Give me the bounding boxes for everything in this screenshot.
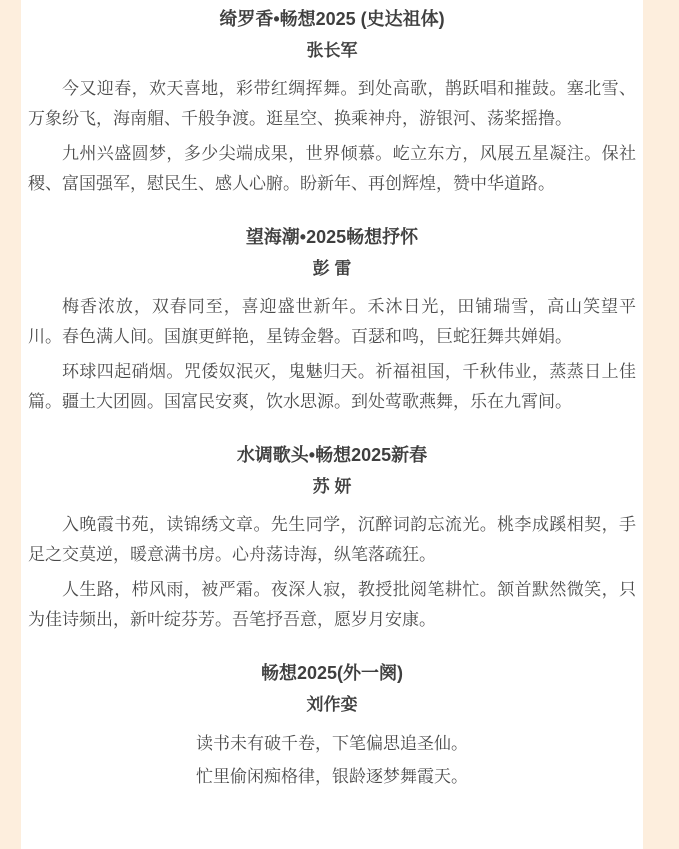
poem-paragraph: 环球四起硝烟。咒倭奴泯灭，鬼魅归天。祈福祖国，千秋伟业，蒸蒸日上佳篇。疆土大团圆。国富民安爽，饮水思源。到处莺歌燕舞，乐在九霄间。 xyxy=(28,362,636,411)
poem-section xyxy=(28,444,636,635)
poem-line: 忙里偷闲痴格律，银龄逐梦舞霞天。 xyxy=(196,767,468,786)
poem-paragraph: 今又迎春，欢天喜地，彩带红绸挥舞。到处高歌，鹊跃唱和摧鼓。塞北雪、万象纷飞，海南艒、千般争渡。逛星空、换乘神舟，游银河、荡桨摇撸。 xyxy=(28,79,636,128)
poem-paragraph: 九州兴盛圆梦，多少尖端成果，世界倾慕。屹立东方，风展五星凝注。保社稷、富国强军，慰民生、感人心腑。盼新年、再创辉煌，赞中华道路。 xyxy=(28,144,636,193)
poem-section xyxy=(28,662,636,792)
poem-paragraph: 人生路，栉风雨，被严霜。夜深人寂，教授批阅笔耕忙。颔首默然微笑，只为佳诗频出，新叶绽芬芳。吾笔抒吾意，愿岁月安康。 xyxy=(28,580,636,629)
poem-author: 彭 雷 xyxy=(312,259,352,278)
poem-section xyxy=(28,8,636,199)
poem-title: 望海潮•2025畅想抒怀 xyxy=(245,227,419,247)
article-content xyxy=(21,0,643,849)
poem-paragraph: 入晚霞书苑，读锦绣文章。先生同学，沉醉词韵忘流光。桃李成蹊相契，手足之交莫逆，暖意满书房。心舟荡诗海，纵笔落疏狂。 xyxy=(28,515,636,564)
poem-author: 刘作娈 xyxy=(306,695,358,714)
poem-paragraph: 梅香浓放，双春同至，喜迎盛世新年。禾沐日光，田铺瑞雪，高山笑望平川。春色满人间。国旗更鲜艳，星铸金磐。百瑟和鸣，巨蛇狂舞共婵娟。 xyxy=(28,297,636,346)
poem-author: 张长军 xyxy=(306,41,358,60)
poem-title: 畅想2025(外一阕) xyxy=(260,663,404,683)
poem-title: 绮罗香•畅想2025 (史达祖体) xyxy=(219,9,445,29)
poem-title: 水调歌头•畅想2025新春 xyxy=(236,445,428,465)
poem-line: 读书未有破千卷，下笔偏思追圣仙。 xyxy=(196,734,468,753)
poem-section xyxy=(28,226,636,417)
poem-author: 苏 妍 xyxy=(312,477,352,496)
